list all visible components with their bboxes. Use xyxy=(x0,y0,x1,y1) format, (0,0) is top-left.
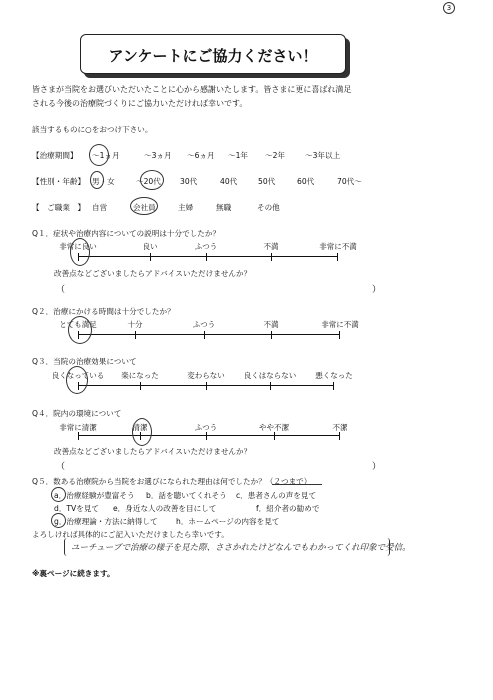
q2-rating-scale[interactable] xyxy=(78,334,340,335)
period-option-2[interactable]: ～3ヵ月 xyxy=(144,151,172,160)
scale-tick xyxy=(271,331,272,339)
q3-question: Q３．当院の治療効果について xyxy=(32,357,137,366)
gender-age-label: 【性別・年齢】 xyxy=(32,177,86,186)
occupation-option-unemployed[interactable]: 無職 xyxy=(216,203,232,212)
q3-rating-scale[interactable] xyxy=(78,385,334,386)
gender-option[interactable]: 男・女 xyxy=(92,177,115,186)
selection-circle xyxy=(70,238,90,266)
title-box xyxy=(80,34,346,74)
q1-scale-label: 非常に不満 xyxy=(319,242,357,251)
selection-circle xyxy=(140,170,164,190)
period-option-3[interactable]: ～6ヵ月 xyxy=(187,151,215,160)
scale-tick xyxy=(140,382,141,390)
selection-circle xyxy=(90,171,104,189)
scale-tick xyxy=(206,382,207,390)
q2-scale-label: 非常に不満 xyxy=(321,320,359,329)
q3-scale-label: 良くなっている xyxy=(51,371,105,380)
q5-option-b[interactable]: b．話を聴いてくれそう xyxy=(146,491,227,500)
q1-comment-field[interactable] xyxy=(66,281,368,293)
age-option-20s[interactable]: ～20代 xyxy=(136,177,161,186)
q2-scale-label: とても満足 xyxy=(59,320,97,329)
q1-question: Q１．症状や治療内容についての説明は十分でしたか？ xyxy=(32,229,221,238)
selection-circle xyxy=(51,513,66,528)
scale-tick xyxy=(135,331,136,339)
underline-two xyxy=(272,484,322,485)
q4-scale-label: やや不潔 xyxy=(259,423,289,432)
occupation-option-employee[interactable]: 会社員 xyxy=(133,203,156,212)
scale-tick xyxy=(339,432,340,440)
q3-scale-label: 楽になった xyxy=(121,371,159,380)
scale-tick xyxy=(339,331,340,339)
scale-tick xyxy=(274,432,275,440)
scale-tick xyxy=(150,253,151,261)
q5-option-g[interactable]: g．治療理論・方法に納得して xyxy=(54,517,158,526)
q4-scale-label: 非常に清潔 xyxy=(59,423,97,432)
scale-tick xyxy=(206,432,207,440)
q4-scale-label: 不潔 xyxy=(332,423,348,432)
selection-circle xyxy=(68,316,92,344)
occupation-option-homemaker[interactable]: 主婦 xyxy=(178,203,194,212)
treatment-period-label[interactable]: 【治療期間】 xyxy=(32,151,78,160)
q4-scale-label: 清潔 xyxy=(132,423,148,432)
q5-option-d[interactable]: d．TVを見て xyxy=(54,504,100,513)
scale-tick xyxy=(78,432,79,440)
q3-scale-label: 変わらない xyxy=(187,371,225,380)
q2-scale-label: ふつう xyxy=(192,320,216,329)
q1-scale-label: 良い xyxy=(142,242,158,251)
scale-tick xyxy=(206,253,207,261)
scale-tick xyxy=(204,331,205,339)
q3-scale-label: 悪くなった xyxy=(315,371,353,380)
occupation-option-other[interactable]: その他 xyxy=(257,203,280,212)
page-title: アンケートにご協力ください！ xyxy=(108,47,318,65)
selection-circle xyxy=(130,197,158,215)
intro-line-2: される今後の治療院づくりにご協力いただければ幸いです。 xyxy=(32,99,248,108)
q5-option-f[interactable]: f．紹介者の勧めで xyxy=(256,504,320,513)
age-option-40s[interactable]: 40代 xyxy=(220,177,238,186)
q5-option-e[interactable]: e．身近な人の改善を目にして xyxy=(113,504,217,513)
scale-tick xyxy=(333,382,334,390)
q1-rating-scale[interactable] xyxy=(78,256,338,257)
q1-paren-open: （ xyxy=(56,285,66,295)
q4-scale-label: ふつう xyxy=(194,423,218,432)
q5-followup: よろしければ具体的にご記入いただけましたら幸いです。 xyxy=(32,530,229,539)
q3-scale-label: 良くはならない xyxy=(243,371,297,380)
scale-tick xyxy=(337,253,338,261)
footer-note: ※裏ページに続きます。 xyxy=(32,569,115,578)
q2-scale-label: 不満 xyxy=(263,320,279,329)
scale-tick xyxy=(270,382,271,390)
scale-tick xyxy=(271,253,272,261)
q4-followup: 改善点などございましたらアドバイスいただけませんか？ xyxy=(54,447,252,456)
q5-option-a[interactable]: a．治療経験が豊富そう xyxy=(54,491,135,500)
q1-scale-label: ふつう xyxy=(194,242,218,251)
q4-question: Q４．院内の環境について xyxy=(32,409,122,418)
q1-scale-label: 不満 xyxy=(263,242,279,251)
selection-circle xyxy=(132,418,152,446)
q5-handwritten-answer: ユーチューブで治療の様子を見た際、ささかれたけどなんでもわかってくれ印象で受信。 xyxy=(71,543,411,553)
q5-option-c[interactable]: c．患者さんの声を見て xyxy=(236,491,317,500)
instruction: 該当するものに○をおつけ下さい。 xyxy=(32,125,153,134)
age-option-60s[interactable]: 60代 xyxy=(297,177,315,186)
age-option-50s[interactable]: 50代 xyxy=(258,177,276,186)
q1-scale-label: 非常に良い xyxy=(59,242,97,251)
period-option-5[interactable]: ～2年 xyxy=(265,151,286,160)
q4-paren-open: （ xyxy=(56,462,66,472)
q5-option-h[interactable]: h．ホームページの内容を見て xyxy=(176,517,280,526)
occupation-option-self[interactable]: 自営 xyxy=(92,203,108,212)
occupation-label: 【 ご職業 】 xyxy=(32,203,86,212)
q5-question: Q５．数ある治療院から当院をお選びになられた理由は何でしたか？（２つまで） xyxy=(32,477,312,486)
intro-line-1: 皆さまが当院をお選びいただいたことに心から感謝いたします。皆さまに更に喜ばれ満足 xyxy=(32,85,352,94)
q2-scale-label: 十分 xyxy=(127,320,143,329)
page-number: 3 xyxy=(443,2,455,14)
q5-comment-field[interactable] xyxy=(64,538,411,556)
period-option-4[interactable]: ～1年 xyxy=(228,151,249,160)
selection-circle xyxy=(66,366,88,394)
selection-circle xyxy=(51,487,66,502)
age-option-30s[interactable]: 30代 xyxy=(180,177,198,186)
q1-paren-close: ） xyxy=(372,285,382,295)
q2-question: Q２．治療にかける時間は十分でしたか？ xyxy=(32,307,175,316)
q4-comment-field[interactable] xyxy=(66,458,368,470)
period-option-1[interactable]: ～1ヵ月 xyxy=(92,151,120,160)
period-option-6[interactable]: ～3年以上 xyxy=(305,151,341,160)
q4-rating-scale[interactable] xyxy=(78,435,340,436)
q4-paren-close: ） xyxy=(372,462,382,472)
q1-followup: 改善点などございましたらアドバイスいただけませんか？ xyxy=(54,269,252,278)
age-option-70s[interactable]: 70代～ xyxy=(337,177,362,186)
selection-circle xyxy=(89,144,109,166)
